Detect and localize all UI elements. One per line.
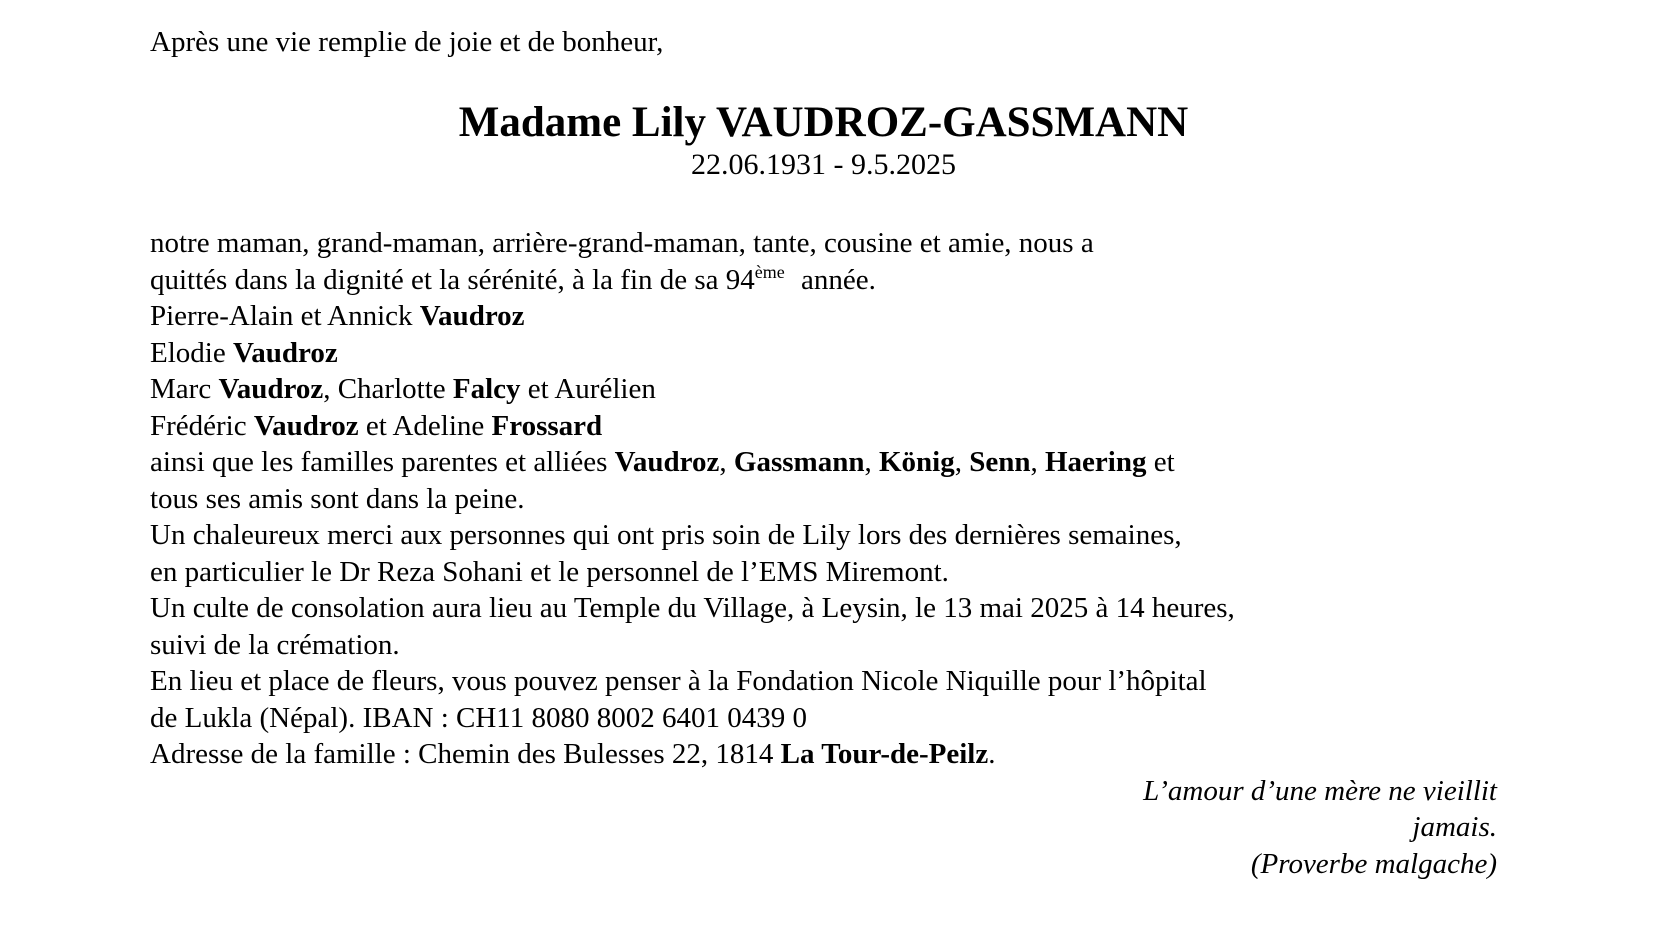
text-run: de Lukla (Népal). IBAN : CH11 8080 8002 6401 0439 0 [150,701,807,734]
text-run: Pierre-Alain et Annick [150,300,420,332]
quote-line-2: jamais. [1412,811,1497,843]
bold-name: Gassmann [733,446,865,478]
text-run: et [1146,446,1175,478]
life-dates: 22.06.1931 - 9.5.2025 [691,148,956,181]
text-run: , [719,446,734,478]
body-line [150,517,1497,554]
body-line [150,663,1497,700]
text-run: et Adeline [358,409,492,442]
header [150,100,1497,183]
text-run: Un chaleureux merci aux personnes qui ont pris soin de Lily lors des dernières semaines, [150,519,1182,551]
announcement-body [150,225,1497,773]
text-run: Frédéric [150,409,254,442]
text-run: , [954,446,970,478]
text-run: , Charlotte [323,373,453,405]
body-line [150,408,1497,445]
body-line [150,371,1497,408]
text-run: ainsi que les familles parentes et alliées [150,446,615,478]
bold-name: Vaudroz [232,336,338,369]
text-run: suivi de la crémation. [150,628,400,661]
bold-name: Haering [1044,446,1147,478]
deceased-name-title: Madame Lily VAUDROZ-GASSMANN [458,99,1189,146]
body-line [150,700,1497,737]
text-run: , [864,446,879,478]
bold-name: Frossard [491,409,603,442]
text-run: Un culte de consolation aura lieu au Temple du Village, à Leysin, le 13 mai 2025 à 14 heures, [150,592,1235,624]
bold-name: Vaudroz [419,300,525,332]
text-run: en particulier le Dr Reza Sohani et le personnel de l’EMS Miremont. [150,555,949,588]
body-line [150,736,1497,773]
body-line [150,335,1497,372]
text-run: . [988,738,996,770]
text-run: En lieu et place de fleurs, vous pouvez penser à la Fondation Nicole Niquille pour l’hôpital [150,665,1207,697]
bold-name: Senn [969,446,1031,478]
text-run: Adresse de la famille : Chemin des Bulesses 22, 1814 [150,738,781,770]
body-line [150,481,1497,518]
obituary-content [150,24,1497,882]
text-run: Elodie [150,336,233,369]
text-run: Marc [150,373,219,405]
bold-name: Vaudroz [614,446,720,478]
bold-name: Vaudroz [253,409,359,442]
bold-name: Vaudroz [218,373,324,405]
text-run: quittés dans la dignité et la sérénité, à la fin de sa 94 [150,263,755,296]
text-run: année. [793,263,876,296]
body-line [150,444,1497,481]
body-line [150,590,1497,627]
bold-name: König [878,446,955,478]
body-line [150,225,1497,262]
body-line [150,554,1497,591]
text-run: tous ses amis sont dans la peine. [150,482,525,515]
body-line [150,627,1497,664]
text-run: notre maman, grand-maman, arrière-grand-maman, tante, cousine et amie, nous a [150,227,1094,259]
bold-name: La Tour-de-Peilz [780,738,989,770]
quote-attribution: (Proverbe malgache) [1250,847,1497,880]
body-line [150,262,1497,299]
text-run: et Aurélien [520,373,656,405]
memorial-quote [150,773,1497,883]
ordinal-suffix: ème [754,261,785,282]
text-run: , [1030,446,1045,478]
intro-line: Après une vie remplie de joie et de bonheur, [150,26,664,58]
body-line [150,298,1497,335]
quote-line-1: L’amour d’une mère ne vieillit [1143,774,1497,807]
bold-name: Falcy [452,373,521,405]
